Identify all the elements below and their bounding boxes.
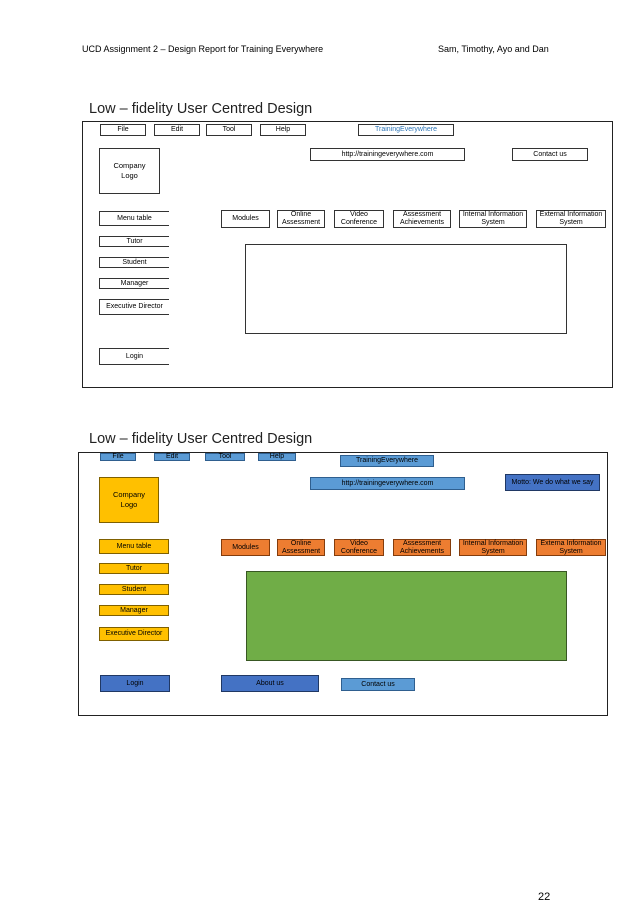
tab-internal-information-system[interactable]: Internal Information System [459,539,527,556]
about-us-button[interactable]: About us [221,675,319,692]
menu-tool[interactable]: Tool [206,124,252,136]
tab-online-assessment[interactable]: Online Assessment [277,539,325,556]
header-left: UCD Assignment 2 – Design Report for Training Everywhere [82,44,324,54]
mockup-2-title: Low – fidelity User Centred Design [89,431,313,447]
login-button[interactable]: Login [100,675,170,692]
contact-us-button[interactable]: Contact us [341,678,415,691]
tab-assessment-achievements[interactable]: Assessment Achievements [393,210,451,228]
mockup-1-title: Low – fidelity User Centred Design [89,101,313,117]
menu-edit[interactable]: Edit [154,453,190,461]
tab-video-conference[interactable]: Video Conference [334,210,384,228]
sidebar-item-menu-table[interactable]: Menu table [99,211,169,226]
menu-help[interactable]: Help [260,124,306,136]
tab-online-assessment[interactable]: Online Assessment [277,210,325,228]
company-logo-text: Company Logo [113,161,146,180]
sidebar-item-manager[interactable]: Manager [99,278,169,289]
sidebar-item-menu-table[interactable]: Menu table [99,539,169,554]
tab-video-conference[interactable]: Video Conference [334,539,384,556]
content-area [246,571,567,661]
sidebar-item-executive-director[interactable]: Executive Director [99,627,169,641]
site-title[interactable]: TrainingEverywhere [358,124,454,136]
sidebar-item-student[interactable]: Student [99,257,169,268]
contact-us-button[interactable]: Contact us [512,148,588,161]
tab-internal-information-system[interactable]: Internal Information System [459,210,527,228]
sidebar-item-manager[interactable]: Manager [99,605,169,616]
login-button[interactable]: Login [99,348,169,365]
sidebar-item-executive-director[interactable]: Executive Director [99,299,169,315]
company-logo [99,148,160,194]
menu-help[interactable]: Help [258,453,296,461]
tab-external-information-system[interactable]: External Information System [536,210,606,228]
sidebar-item-tutor[interactable]: Tutor [99,236,169,247]
sidebar-item-student[interactable]: Student [99,584,169,595]
motto-banner: Motto: We do what we say [505,474,600,491]
url-bar[interactable]: http://trainingeverywhere.com [310,477,465,490]
sidebar-item-tutor[interactable]: Tutor [99,563,169,574]
page-number: 22 [538,891,551,903]
tab-modules[interactable]: Modules [221,539,270,556]
company-logo [99,477,159,523]
company-logo-text: Company Logo [112,490,146,509]
content-area [245,244,567,334]
tab-assessment-achievements[interactable]: Assessment Achievements [393,539,451,556]
menu-file[interactable]: File [100,124,146,136]
menu-edit[interactable]: Edit [154,124,200,136]
url-bar[interactable]: http://trainingeverywhere.com [310,148,465,161]
tab-modules[interactable]: Modules [221,210,270,228]
header-right: Sam, Timothy, Ayo and Dan [438,44,549,54]
menu-tool[interactable]: Tool [205,453,245,461]
site-title[interactable]: TrainingEverywhere [340,455,434,467]
menu-file[interactable]: File [100,453,136,461]
tab-external-information-system[interactable]: Externa Information System [536,539,606,556]
